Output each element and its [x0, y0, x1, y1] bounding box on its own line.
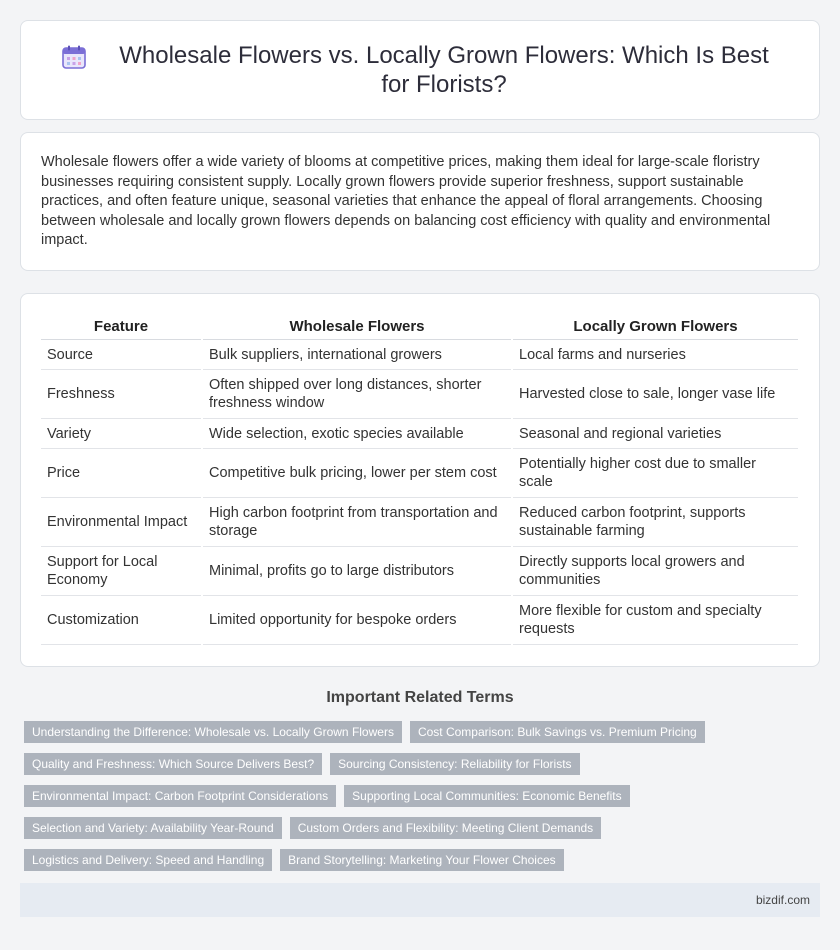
feature-cell: Variety: [41, 419, 202, 449]
feature-cell: Support for Local Economy: [41, 547, 202, 596]
table-row: [41, 370, 798, 419]
table-row: [41, 498, 798, 547]
related-terms-list: [24, 721, 824, 871]
feature-cell: Freshness: [41, 370, 202, 419]
related-term-tag[interactable]: Selection and Variety: Availability Year-Round: [24, 817, 282, 839]
related-term-tag[interactable]: Brand Storytelling: Marketing Your Flower Choices: [280, 849, 563, 871]
page-title: Wholesale Flowers vs. Locally Grown Flowers: Which Is Best for Florists?: [119, 42, 769, 98]
column-header-local: Locally Grown Flowers: [512, 312, 798, 340]
related-term-tag[interactable]: Understanding the Difference: Wholesale vs. Locally Grown Flowers: [24, 721, 402, 743]
footer-brand[interactable]: bizdif.com: [755, 893, 810, 907]
table-row: [41, 596, 798, 645]
related-term-tag[interactable]: Logistics and Delivery: Speed and Handling: [24, 849, 272, 871]
related-term-tag[interactable]: Sourcing Consistency: Reliability for Florists: [330, 753, 579, 775]
feature-cell: Price: [41, 449, 202, 498]
wholesale-cell: Competitive bulk pricing, lower per stem cost: [202, 449, 512, 498]
comparison-table-card: [20, 293, 820, 667]
local-cell: Harvested close to sale, longer vase life: [512, 370, 798, 419]
related-term-tag[interactable]: Supporting Local Communities: Economic Benefits: [344, 785, 629, 807]
local-cell: Directly supports local growers and communities: [512, 547, 798, 596]
related-term-tag[interactable]: Custom Orders and Flexibility: Meeting Client Demands: [290, 817, 601, 839]
wholesale-cell: Often shipped over long distances, shorter freshness window: [202, 370, 512, 419]
header-card: [20, 20, 820, 120]
tag-row: [24, 753, 824, 775]
table-row: [41, 449, 798, 498]
tag-row: [24, 849, 824, 871]
footer: [20, 883, 820, 917]
wholesale-cell: High carbon footprint from transportation and storage: [202, 498, 512, 547]
title-wrap: [61, 41, 779, 99]
related-term-tag[interactable]: Cost Comparison: Bulk Savings vs. Premium Pricing: [410, 721, 705, 743]
feature-cell: Environmental Impact: [41, 498, 202, 547]
related-term-tag[interactable]: Environmental Impact: Carbon Footprint Considerations: [24, 785, 336, 807]
tag-row: [24, 817, 824, 839]
wholesale-cell: Minimal, profits go to large distributors: [202, 547, 512, 596]
related-terms-heading: Important Related Terms: [326, 689, 514, 706]
table-row: [41, 547, 798, 596]
wholesale-cell: Limited opportunity for bespoke orders: [202, 596, 512, 645]
related-term-tag[interactable]: Quality and Freshness: Which Source Delivers Best?: [24, 753, 322, 775]
column-header-feature: Feature: [41, 312, 202, 340]
tag-row: [24, 785, 824, 807]
tag-row: [24, 721, 824, 743]
intro-paragraph: Wholesale flowers offer a wide variety of blooms at competitive prices, making them ideal for large-scale floristry businesses requiring consistent supply. Locally grown flowers provide superior freshness, support sustainable practices, and often feature unique, seasonal varieties that enhance the appeal of floral arrangements. Choosing between wholesale and locally grown flowers depends on balancing cost efficiency with quality and environmental impact.: [41, 154, 771, 248]
table-row: [41, 419, 798, 449]
table-row: [41, 340, 798, 370]
wholesale-cell: Wide selection, exotic species available: [202, 419, 512, 449]
comparison-table: [41, 312, 798, 645]
local-cell: Seasonal and regional varieties: [512, 419, 798, 449]
intro-card: [20, 132, 820, 271]
column-header-wholesale: Wholesale Flowers: [202, 312, 512, 340]
local-cell: Local farms and nurseries: [512, 340, 798, 370]
feature-cell: Customization: [41, 596, 202, 645]
local-cell: Potentially higher cost due to smaller scale: [512, 449, 798, 498]
local-cell: More flexible for custom and specialty requests: [512, 596, 798, 645]
feature-cell: Source: [41, 340, 202, 370]
calendar-icon: [61, 44, 87, 70]
local-cell: Reduced carbon footprint, supports sustainable farming: [512, 498, 798, 547]
table-header-row: [41, 312, 798, 340]
wholesale-cell: Bulk suppliers, international growers: [202, 340, 512, 370]
